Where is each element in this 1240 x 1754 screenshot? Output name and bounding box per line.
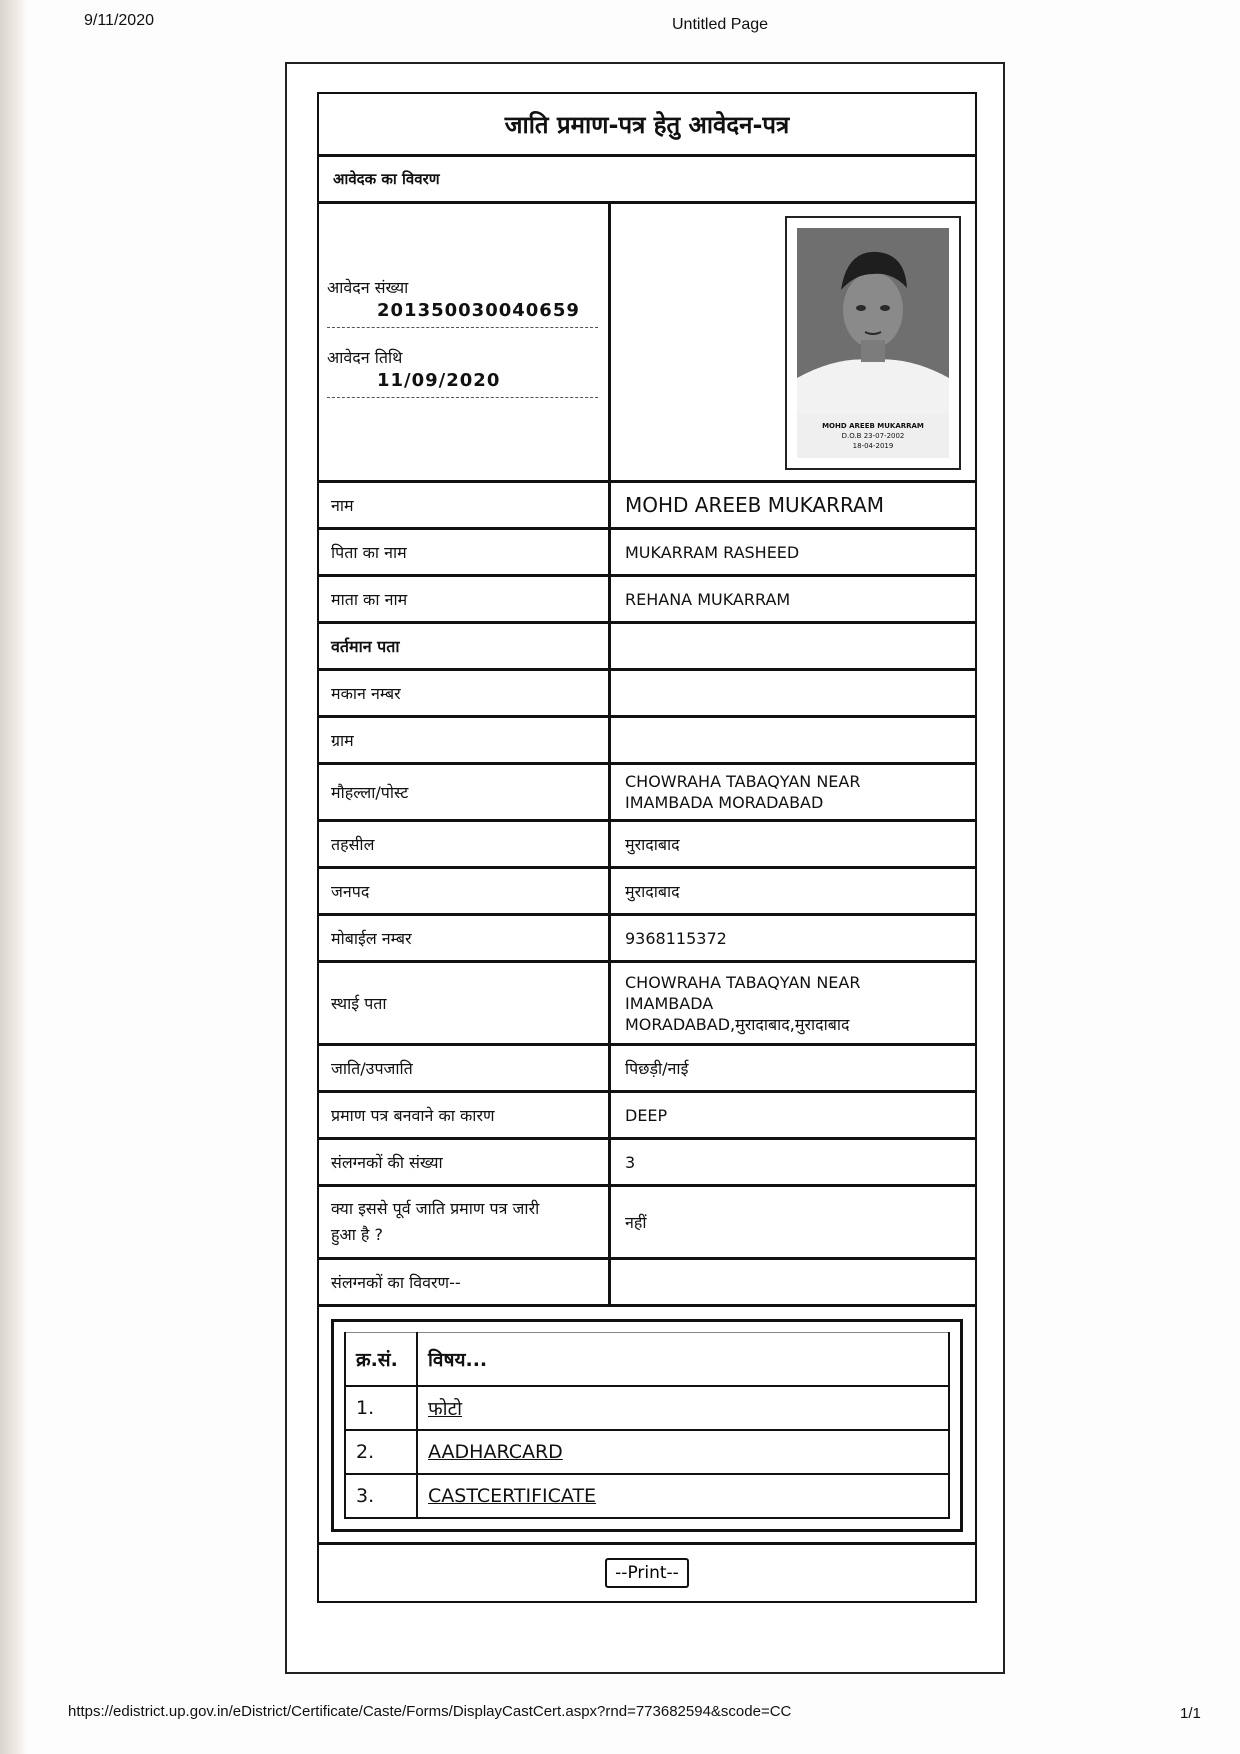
attachment-sn: 2. — [345, 1430, 417, 1474]
table-row — [345, 1430, 949, 1474]
attachment-sn: 1. — [345, 1386, 417, 1430]
application-date: 11/09/2020 — [327, 368, 598, 398]
field-label-permanent-address: स्थाई पता — [319, 963, 611, 1043]
field-value-locality: CHOWRAHA TABAQYAN NEAR IMAMBADA MORADABAD — [625, 772, 861, 812]
form-title: जाति प्रमाण-पत्र हेतु आवेदन-पत्र — [319, 94, 975, 157]
field-value-father-name: MUKARRAM RASHEED — [625, 542, 800, 562]
applicant-photo — [785, 216, 961, 470]
field-row-district — [319, 869, 975, 916]
field-row-father-name — [319, 530, 975, 577]
application-number-label: आवेदन संख्या — [327, 278, 409, 297]
field-row-village — [319, 718, 975, 765]
field-row-mobile — [319, 916, 975, 963]
field-label-locality: मौहल्ला/पोस्ट — [319, 765, 611, 819]
field-value-attachment-details — [611, 1260, 975, 1304]
attachment-sn: 3. — [345, 1474, 417, 1518]
field-label-current-address: वर्तमान पता — [319, 624, 611, 668]
scan-edge — [0, 0, 28, 1754]
field-value-caste: पिछड़ी/नाई — [625, 1058, 689, 1078]
field-value-tehsil: मुरादाबाद — [625, 834, 680, 854]
field-row-reason — [319, 1093, 975, 1140]
field-label-mother-name: माता का नाम — [319, 577, 611, 621]
field-row-house-number — [319, 671, 975, 718]
field-label-district: जनपद — [319, 869, 611, 913]
print-url: https://edistrict.up.gov.in/eDistrict/Certificate/Caste/Forms/DisplayCastCert.aspx?rnd=773682594&scode=CC — [68, 1703, 792, 1720]
application-number: 201350030040659 — [327, 298, 598, 328]
print-date: 9/11/2020 — [84, 12, 154, 29]
field-row-attachment-count — [319, 1140, 975, 1187]
field-row-name — [319, 483, 975, 530]
attachment-subject-cell — [417, 1430, 949, 1474]
field-label-name: नाम — [319, 483, 611, 527]
field-value-village — [611, 718, 975, 762]
field-value-permanent-address: CHOWRAHA TABAQYAN NEAR IMAMBADA MORADABAD,मुरादाबाद,मुरादाबाद — [625, 972, 861, 1034]
svg-text:D.O.B 23-07-2002: D.O.B 23-07-2002 — [841, 432, 905, 440]
field-row-mother-name — [319, 577, 975, 624]
field-label-caste: जाति/उपजाति — [319, 1046, 611, 1090]
applicant-photo-image — [797, 228, 949, 458]
table-row — [345, 1386, 949, 1430]
attachments-header-subject: विषय... — [417, 1333, 949, 1387]
print-row — [319, 1545, 975, 1601]
field-label-reason: प्रमाण पत्र बनवाने का कारण — [319, 1093, 611, 1137]
attachments-frame — [331, 1319, 963, 1532]
field-label-tehsil: तहसील — [319, 822, 611, 866]
application-info — [319, 204, 611, 480]
attachment-link-photo[interactable]: फोटो — [428, 1398, 463, 1420]
field-row-tehsil — [319, 822, 975, 869]
field-value-reason: DEEP — [625, 1105, 668, 1125]
field-value-mobile: 9368115372 — [625, 928, 727, 948]
attachments-header-row — [345, 1333, 949, 1387]
svg-text:MOHD AREEB MUKARRAM: MOHD AREEB MUKARRAM — [822, 422, 924, 430]
field-value-mother-name: REHANA MUKARRAM — [625, 589, 791, 609]
field-value-previous-certificate: नहीं — [625, 1212, 647, 1232]
attachments-header-sn: क्र.सं. — [345, 1333, 417, 1387]
print-button[interactable]: --Print-- — [605, 1558, 689, 1588]
field-label-father-name: पिता का नाम — [319, 530, 611, 574]
attachments-section — [319, 1307, 975, 1545]
field-label-village: ग्राम — [319, 718, 611, 762]
field-label-previous-certificate: क्या इससे पूर्व जाति प्रमाण पत्र जारी हुआ है ? — [319, 1187, 611, 1257]
photo-cell — [611, 204, 975, 480]
field-row-current-address — [319, 624, 975, 671]
application-info-block — [319, 204, 975, 483]
field-label-attachment-details: संलग्नकों का विवरण-- — [319, 1260, 611, 1304]
field-row-previous-certificate — [319, 1187, 975, 1260]
table-row — [345, 1474, 949, 1518]
field-row-attachment-details — [319, 1260, 975, 1307]
field-value-house-number — [611, 671, 975, 715]
attachments-table — [344, 1332, 950, 1519]
svg-text:18-04-2019: 18-04-2019 — [852, 442, 894, 450]
field-row-permanent-address — [319, 963, 975, 1046]
field-value-attachment-count: 3 — [625, 1152, 636, 1172]
print-page-number: 1/1 — [1180, 1705, 1201, 1722]
application-date-label: आवेदन तिथि — [327, 348, 403, 367]
field-row-caste — [319, 1046, 975, 1093]
attachment-subject-cell — [417, 1386, 949, 1430]
attachment-link-castcertificate[interactable]: CASTCERTIFICATE — [428, 1485, 597, 1507]
attachment-link-aadharcard[interactable]: AADHARCARD — [428, 1441, 563, 1463]
field-label-attachment-count: संलग्नकों की संख्या — [319, 1140, 611, 1184]
field-row-locality — [319, 765, 975, 822]
attachment-subject-cell — [417, 1474, 949, 1518]
field-value-district: मुरादाबाद — [625, 881, 680, 901]
applicant-details-heading: आवेदक का विवरण — [319, 157, 975, 204]
field-value-name: MOHD AREEB MUKARRAM — [625, 492, 884, 517]
field-label-house-number: मकान नम्बर — [319, 671, 611, 715]
field-label-mobile: मोबाईल नम्बर — [319, 916, 611, 960]
field-value-current-address — [611, 624, 975, 668]
application-form — [317, 92, 977, 1603]
print-page-title: Untitled Page — [672, 16, 769, 33]
